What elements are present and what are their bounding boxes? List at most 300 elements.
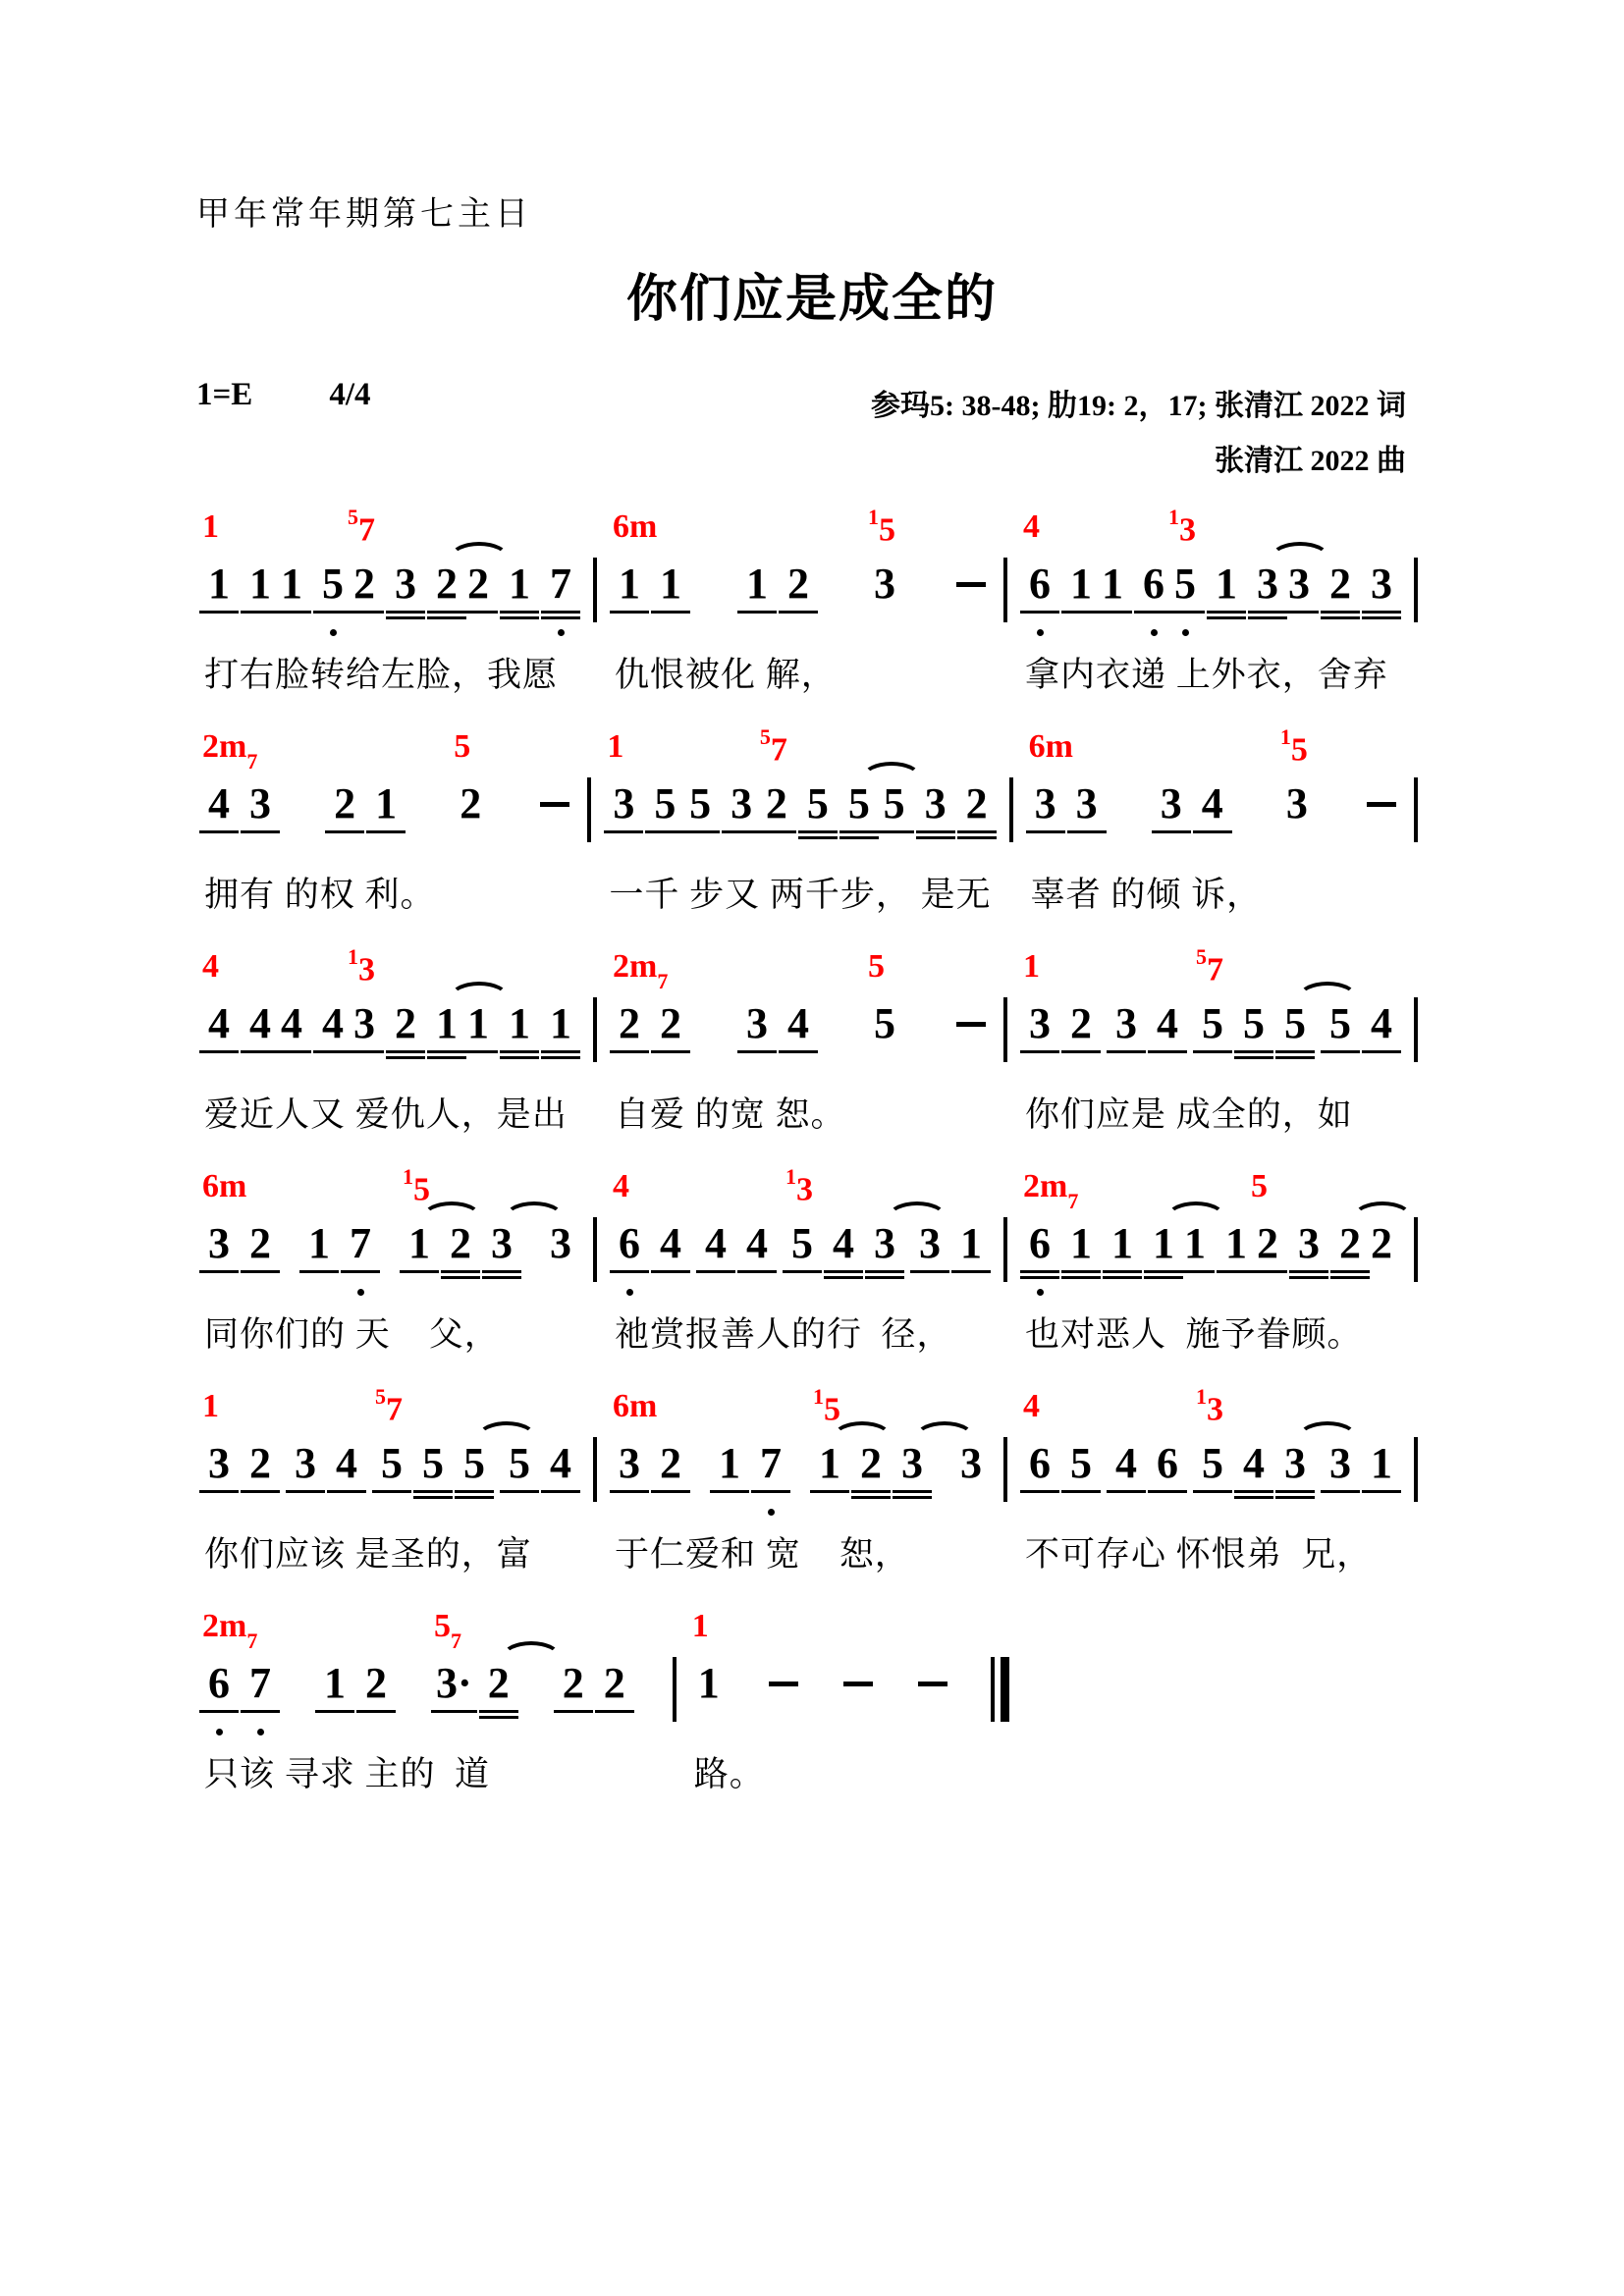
note-group — [375, 1384, 489, 1518]
beam-line — [356, 1710, 396, 1713]
beam-underlines — [798, 827, 838, 846]
beam-line — [199, 830, 239, 833]
beam-underlines — [315, 1706, 354, 1726]
note — [1170, 561, 1200, 638]
beam-line — [1321, 1050, 1360, 1053]
note — [787, 1221, 817, 1298]
beam-underlines — [764, 1706, 803, 1726]
note-digit: 2 — [660, 1439, 681, 1487]
beam-line — [1152, 830, 1191, 833]
chord-label: $^1$5 — [403, 1164, 430, 1208]
beam-underlines — [651, 1046, 690, 1066]
beam-underlines — [1061, 1266, 1101, 1286]
beam-underlines — [1362, 1046, 1401, 1066]
note — [803, 781, 833, 858]
note-group — [540, 730, 569, 858]
note-digit: 3 — [901, 1439, 923, 1487]
lyric-line: 辜者 的倾 诉， — [1030, 876, 1263, 914]
beam-line — [372, 1490, 411, 1493]
beam-underlines — [400, 1266, 439, 1286]
note-digit: 3 — [249, 779, 271, 828]
chord-subscript: 7 — [657, 968, 669, 993]
beam-line — [459, 611, 498, 614]
note-digit: 1 — [509, 999, 530, 1047]
note-group — [204, 1610, 275, 1737]
chord-label: 5 — [868, 948, 885, 985]
note — [656, 1001, 685, 1078]
note-digit: 5 — [509, 1439, 530, 1487]
beam-underlines — [1103, 1266, 1142, 1286]
note-digit: 1 — [1216, 560, 1237, 608]
beam-line — [651, 1270, 690, 1273]
note-digit: 7 — [550, 560, 571, 608]
note — [1066, 1221, 1096, 1298]
note-digit: 3 — [550, 1219, 571, 1267]
note-digit: 4 — [322, 999, 344, 1047]
beam-line — [482, 1276, 521, 1279]
beam-underlines — [455, 1486, 494, 1506]
beam-line — [1193, 830, 1232, 833]
beam-line — [610, 1270, 649, 1273]
note-digit: 6 — [1157, 1439, 1178, 1487]
note-group — [304, 1170, 375, 1298]
beam-line — [286, 1490, 325, 1493]
note-group — [1157, 730, 1227, 858]
beam-line — [798, 830, 838, 833]
note — [505, 561, 534, 638]
beam-line — [1175, 1270, 1215, 1273]
octave-dot-zone — [257, 1726, 264, 1737]
note-digit: 3 — [1257, 560, 1278, 608]
beam-underlines — [651, 1486, 690, 1506]
beam-underlines — [1148, 1046, 1187, 1066]
chord-label: 1 — [202, 1388, 219, 1424]
beam-line — [1362, 611, 1401, 614]
note — [487, 1221, 516, 1298]
beam-line — [459, 1050, 498, 1053]
note-groups — [202, 1164, 575, 1298]
octave-dot-zone — [1182, 626, 1189, 638]
barline — [1414, 558, 1418, 622]
beam-line — [500, 1050, 539, 1053]
barline — [1009, 777, 1013, 842]
lyric-line: 拥有 的权 利。 — [204, 876, 436, 914]
beam-underlines — [839, 827, 879, 846]
octave-dot-zone — [1037, 1286, 1044, 1298]
beam-line — [645, 830, 684, 833]
note-group — [615, 510, 685, 638]
note-digit: 6 — [619, 1219, 640, 1267]
beam-line — [865, 1276, 904, 1279]
note — [1066, 561, 1096, 638]
note — [245, 781, 275, 858]
beam-line — [810, 1490, 849, 1493]
barline — [1003, 558, 1007, 622]
note-group — [759, 724, 874, 858]
beam-line — [541, 1050, 580, 1053]
note-digit: 1 — [308, 1219, 330, 1267]
chord-label: 6m — [1028, 728, 1073, 765]
beam-underlines — [1020, 607, 1059, 626]
note-digit: 1 — [1153, 1219, 1174, 1267]
beam-line — [1321, 611, 1360, 614]
note-digit: 3 — [1034, 779, 1056, 828]
time-signature: 4/4 — [329, 377, 371, 412]
note-digit: 3 — [491, 1219, 513, 1267]
beam-underlines — [541, 1486, 580, 1506]
slur-arc — [914, 1421, 975, 1455]
note-digit: 5 — [463, 1439, 485, 1487]
note-digit: 7 — [350, 1219, 371, 1267]
beam-underlines — [865, 1046, 904, 1066]
note-groups — [204, 1610, 629, 1737]
note-digit: 1 — [509, 560, 530, 608]
barline — [1003, 1217, 1007, 1282]
note-digit: 3 — [1115, 999, 1137, 1047]
note-group — [1025, 510, 1096, 638]
chord-label: $^1$3 — [1196, 1384, 1223, 1428]
beam-underlines — [951, 1486, 991, 1506]
note-group — [330, 730, 401, 858]
beam-line — [400, 1270, 439, 1273]
note-group — [813, 1384, 927, 1518]
note — [320, 1661, 350, 1737]
dash-glyph — [1367, 781, 1396, 827]
chord-label: 6m — [613, 1388, 658, 1424]
beam-line — [386, 616, 425, 619]
beam-underlines — [1107, 1486, 1146, 1506]
note-digit: 2 — [365, 1659, 387, 1707]
beam-underlines — [272, 1046, 311, 1066]
beam-line — [757, 830, 796, 833]
note-group — [348, 505, 461, 638]
note-digit: 4 — [787, 999, 809, 1047]
note-group — [615, 950, 685, 1078]
note — [1111, 1441, 1141, 1518]
note — [956, 1441, 986, 1518]
note — [1149, 1221, 1178, 1298]
barline — [593, 558, 597, 622]
note-group — [320, 1610, 391, 1737]
note-digit: 1 — [697, 1659, 720, 1707]
beam-underlines — [241, 1266, 280, 1286]
note-groups — [202, 1384, 575, 1518]
beam-line — [696, 1270, 735, 1273]
note-group — [1025, 1170, 1178, 1298]
note-group — [615, 1390, 685, 1518]
beam-line — [241, 830, 280, 833]
note — [742, 561, 772, 638]
beam-line — [455, 1496, 494, 1499]
note — [615, 561, 644, 638]
note — [391, 561, 420, 638]
chord-label: 4 — [613, 1168, 629, 1204]
note — [546, 1001, 575, 1078]
octave-dot-zone — [1151, 626, 1158, 638]
chord-label: $^1$5 — [868, 505, 895, 549]
note-digit: 5 — [422, 1439, 444, 1487]
beam-line — [199, 1050, 239, 1053]
beam-line — [199, 1490, 239, 1493]
note-digit: 5 — [883, 779, 905, 828]
chord-label: $^5$7 — [375, 1384, 403, 1428]
beam-line — [1165, 611, 1205, 614]
chord-label: $2m_7$ — [1023, 1168, 1079, 1213]
chord-superscript: 1 — [868, 505, 879, 529]
chord-label: $^5$7 — [1196, 944, 1223, 988]
note-digit: 1 — [1111, 1219, 1133, 1267]
note — [742, 1001, 772, 1078]
dash-note — [540, 781, 569, 858]
beam-line — [272, 1050, 311, 1053]
note-digit: 4 — [1371, 999, 1392, 1047]
music-system — [196, 505, 1428, 697]
note — [1212, 561, 1241, 638]
lyric-line: 爱近人又 爱仇人，是出 — [204, 1095, 568, 1134]
low-octave-dot — [1182, 629, 1189, 636]
beam-line — [241, 1490, 280, 1493]
note-groups — [204, 730, 569, 858]
beam-line — [1020, 611, 1059, 614]
beam-line — [1362, 1050, 1401, 1053]
note — [656, 1221, 685, 1298]
measure — [196, 944, 583, 1137]
beam-underlines — [1321, 607, 1360, 626]
dash-bar — [1367, 802, 1396, 807]
beam-underlines — [779, 1046, 818, 1066]
note — [377, 1441, 406, 1518]
chord-label: 1 — [1023, 948, 1040, 985]
note-group — [1098, 510, 1168, 638]
beam-line — [610, 1050, 649, 1053]
note — [546, 1221, 575, 1298]
beam-underlines — [1321, 1046, 1360, 1066]
lyric-line: 打右脸转给左脸，我愿 — [204, 656, 559, 694]
beam-line — [737, 1050, 777, 1053]
note-digit: 4 — [249, 999, 271, 1047]
note — [1025, 1221, 1055, 1298]
beam-underlines — [241, 1706, 280, 1726]
note — [432, 561, 461, 638]
note-group — [742, 950, 813, 1078]
beam-underlines — [372, 1486, 411, 1506]
note — [1072, 781, 1102, 858]
low-octave-dot — [216, 1729, 223, 1735]
beam-underlines — [1277, 827, 1317, 846]
beam-line — [893, 1490, 932, 1493]
beam-line — [865, 1270, 904, 1273]
note — [615, 1001, 644, 1078]
beam-underlines — [199, 1486, 239, 1506]
beam-underlines — [1321, 1486, 1360, 1506]
note-group — [348, 944, 461, 1078]
beam-line — [1107, 1050, 1146, 1053]
beam-underlines — [689, 1706, 729, 1726]
hymn-title: 你们应是成全的 — [625, 270, 998, 329]
beam-line — [386, 1056, 425, 1059]
beam-line — [1148, 1490, 1187, 1493]
note-digit: 4 — [1115, 1439, 1137, 1487]
barline — [1414, 777, 1418, 842]
chord-label: 5 — [1251, 1168, 1268, 1204]
note — [784, 561, 813, 638]
barline — [1414, 1217, 1418, 1282]
beam-underlines — [893, 1486, 932, 1506]
slur-arc — [1270, 542, 1330, 575]
note-digit: 5 — [689, 779, 712, 828]
note-group — [1168, 505, 1282, 638]
note-digit: 4 — [208, 999, 230, 1047]
lyric-line: 你们应该 是圣的，富 — [204, 1535, 532, 1574]
octave-dot-zone — [768, 1506, 775, 1518]
chord-label: $2m_7$ — [202, 728, 258, 774]
beam-underlines — [199, 1266, 239, 1286]
note-groups — [1028, 724, 1396, 858]
beam-line — [199, 611, 239, 614]
note-group — [456, 730, 485, 858]
beam-line — [541, 616, 580, 619]
beam-underlines — [241, 1486, 280, 1506]
dash-glyph — [540, 781, 569, 827]
note-digit: 4 — [660, 1219, 681, 1267]
note-digit: 5 — [1174, 560, 1196, 608]
note — [1025, 1441, 1055, 1518]
low-octave-dot — [357, 1289, 364, 1296]
note — [350, 561, 379, 638]
note — [391, 1001, 420, 1078]
beam-underlines — [1275, 1046, 1315, 1066]
measure — [1017, 1384, 1404, 1576]
note-group — [546, 1170, 575, 1298]
slur-arc — [1165, 1201, 1226, 1235]
slur-arc — [1352, 1201, 1413, 1235]
key-signature-row — [196, 377, 371, 413]
dash-note — [956, 1001, 986, 1078]
chord-superscript: 5 — [375, 1384, 386, 1409]
note — [1221, 1221, 1251, 1298]
note-group — [1025, 950, 1096, 1078]
note-digit: 2 — [334, 779, 356, 828]
beam-line — [299, 1270, 339, 1273]
beam-underlines — [1193, 1046, 1232, 1066]
slur-arc — [449, 982, 510, 1015]
note-digit: 2 — [467, 560, 489, 608]
beam-line — [851, 1496, 891, 1499]
chord-label: 4 — [202, 948, 219, 985]
beam-underlines — [737, 1266, 777, 1286]
note-digit: 1 — [281, 560, 302, 608]
beam-line — [413, 1496, 453, 1499]
beam-line — [824, 1270, 863, 1273]
beam-line — [737, 611, 777, 614]
note — [921, 781, 950, 858]
note-groups — [1025, 1170, 1396, 1298]
slur-arc — [1297, 982, 1358, 1015]
beam-underlines — [1248, 1266, 1287, 1286]
beam-underlines — [386, 1046, 425, 1066]
chord-label: $^5$7 — [759, 724, 787, 769]
beam-line — [851, 1490, 891, 1493]
note-digit: 5 — [874, 999, 895, 1047]
beam-underlines — [535, 827, 574, 846]
music — [196, 505, 1428, 1830]
lyric-line: 一千 步又 两千步， 是无 — [609, 876, 992, 914]
note — [897, 1441, 927, 1518]
beam-line — [1020, 1276, 1059, 1279]
beam-underlines — [1234, 1486, 1273, 1506]
beam-line — [1061, 1490, 1101, 1493]
note-digit: 3 — [613, 779, 635, 828]
beam-line — [916, 836, 955, 839]
note-group — [1279, 724, 1312, 858]
chord-label: 1 — [202, 508, 219, 545]
note — [546, 561, 575, 638]
chord-label: 5 — [454, 728, 471, 765]
note — [505, 1001, 534, 1078]
note-digit: 3· — [436, 1659, 472, 1707]
beam-line — [482, 1270, 521, 1273]
note-digit: 1 — [436, 999, 458, 1047]
note-groups — [607, 724, 991, 858]
beam-underlines — [1289, 1266, 1328, 1286]
beam-underlines — [500, 1486, 539, 1506]
note — [694, 1661, 724, 1737]
octave-dot-zone — [1037, 626, 1044, 638]
chord-superscript: 5 — [759, 724, 771, 749]
dash-glyph — [918, 1661, 947, 1706]
note — [1367, 1001, 1396, 1078]
slur-arc — [449, 542, 510, 575]
note-group — [204, 510, 275, 638]
barline — [1003, 997, 1007, 1062]
note-group — [701, 1170, 772, 1298]
note — [318, 1001, 348, 1078]
note-groups — [613, 505, 986, 638]
note — [245, 1661, 275, 1737]
note-digit: 4 — [1201, 779, 1223, 828]
note-group — [715, 1390, 785, 1518]
beam-underlines — [325, 827, 364, 846]
beam-underlines — [199, 1046, 239, 1066]
note-digit: 2 — [619, 999, 640, 1047]
lyric-line: 也对恶人 施予眷顾。 — [1025, 1315, 1363, 1354]
note-digit: 4 — [833, 1219, 854, 1267]
note — [291, 1441, 320, 1518]
beam-line — [441, 1276, 480, 1279]
note-digit: 1 — [660, 560, 681, 608]
note-digit: 1 — [1102, 560, 1123, 608]
beam-line — [893, 1496, 932, 1499]
beam-underlines — [500, 607, 539, 626]
note — [870, 561, 899, 638]
measure — [607, 1164, 994, 1357]
beam-underlines — [1362, 1266, 1401, 1286]
beam-line — [1234, 1050, 1273, 1053]
lyric-line: 仇恨被化 解， — [615, 656, 837, 694]
note — [815, 1441, 844, 1518]
beam-line — [386, 611, 425, 614]
beam-underlines — [783, 1266, 822, 1286]
chord-label: 6m — [613, 508, 658, 545]
beam-underlines — [451, 827, 490, 846]
beam-underlines — [610, 1266, 649, 1286]
note-digit: 4 — [1157, 999, 1178, 1047]
note-digit: 3 — [295, 1439, 316, 1487]
note — [1326, 561, 1355, 638]
measure — [196, 1164, 583, 1357]
note-groups — [202, 944, 575, 1078]
beam-line — [1275, 1490, 1315, 1493]
